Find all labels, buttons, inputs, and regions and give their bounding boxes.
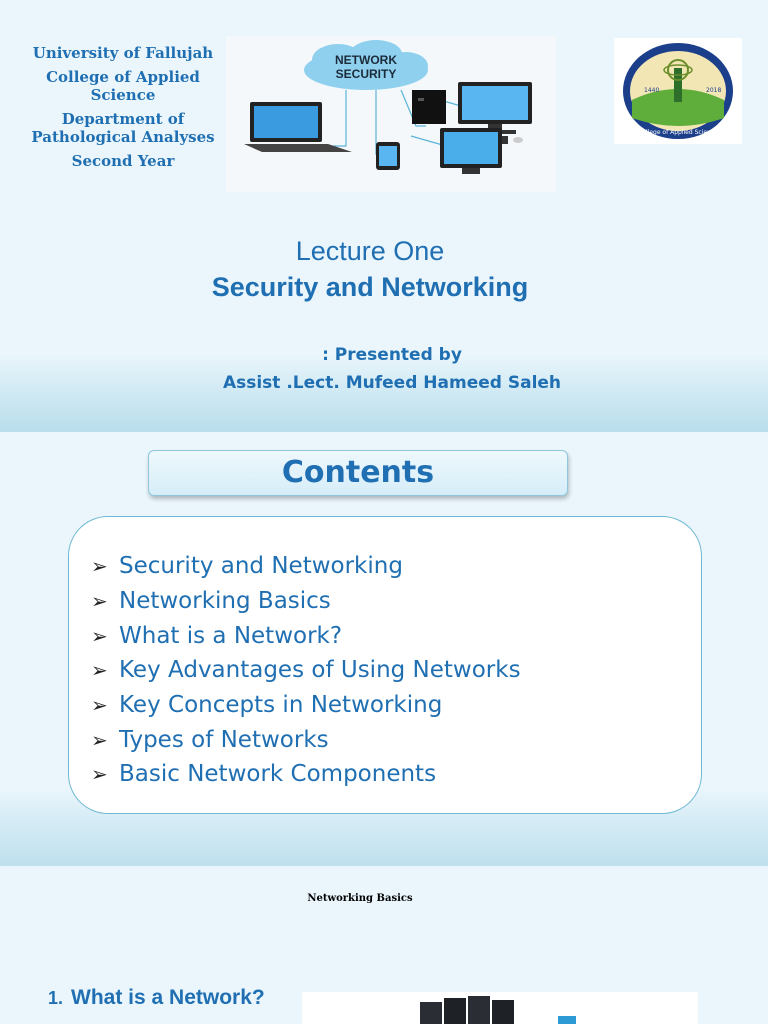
cloud-label-2: SECURITY [335, 67, 397, 81]
slide-caption: Networking Basics [307, 893, 413, 904]
contents-slide [0, 432, 768, 866]
server-rack-icon [420, 996, 514, 1024]
desktop-tower-icon [412, 90, 446, 124]
server-rack-illustration [302, 992, 698, 1024]
network-security-illustration [226, 36, 556, 192]
toc-item [91, 757, 521, 792]
lecture-title: Security and Networking [211, 272, 529, 302]
device-icon [558, 1016, 576, 1024]
laptop-icon [244, 102, 352, 152]
table-of-contents [68, 516, 702, 814]
logo-ring-text: College of Applied Science [638, 129, 718, 136]
contents-title: Contents [148, 450, 568, 496]
toc-item [91, 722, 521, 757]
tablet-icon [376, 142, 400, 170]
toc-item-label: Key Advantages of Using Networks [119, 657, 521, 684]
mouse-icon [513, 137, 523, 143]
toc-item-label: What is a Network? [119, 622, 343, 649]
toc-item [91, 653, 521, 688]
arrow-bullet-icon: ➢ [91, 727, 108, 752]
arrow-bullet-icon: ➢ [91, 554, 108, 579]
arrow-bullet-icon: ➢ [91, 693, 108, 718]
arrow-bullet-icon: ➢ [91, 623, 108, 648]
presented-by-label: : Presented by [322, 345, 462, 365]
toc-item [91, 549, 521, 584]
university-name: University of Fallujah [32, 44, 214, 62]
arrow-bullet-icon: ➢ [91, 762, 108, 787]
logo-year-right: 2018 [706, 87, 722, 94]
all-in-one-icon [440, 128, 502, 174]
section-heading [48, 986, 265, 1010]
monitor-icon [458, 82, 532, 134]
toc-item-label: Types of Networks [119, 726, 329, 753]
toc-item-label: Basic Network Components [119, 761, 437, 788]
university-info [16, 44, 230, 176]
logo-year-left: 1440 [644, 87, 660, 94]
arrow-bullet-icon: ➢ [91, 589, 108, 614]
toc-item [91, 618, 521, 653]
department-name: Department of Pathological Analyses [31, 110, 215, 146]
toc-item [91, 584, 521, 619]
cloud-icon [304, 40, 428, 90]
toc-item-label: Key Concepts in Networking [119, 692, 443, 719]
networking-basics-slide [0, 866, 768, 1024]
section-number: 1. [48, 988, 64, 1008]
college-name: College of Applied Science [46, 68, 200, 104]
title-slide [0, 0, 768, 432]
presenter-name: Assist .Lect. Mufeed Hameed Saleh [222, 373, 562, 393]
toc-item-label: Security and Networking [119, 553, 403, 580]
toc-item [91, 688, 521, 723]
section-title: What is a Network? [71, 986, 265, 1009]
lecture-number: Lecture One [295, 236, 445, 266]
year-label: Second Year [71, 152, 175, 170]
college-logo [614, 38, 742, 144]
arrow-bullet-icon: ➢ [91, 658, 108, 683]
cloud-label-1: NETWORK [335, 53, 397, 67]
toc-list [91, 549, 521, 792]
toc-item-label: Networking Basics [119, 588, 331, 615]
